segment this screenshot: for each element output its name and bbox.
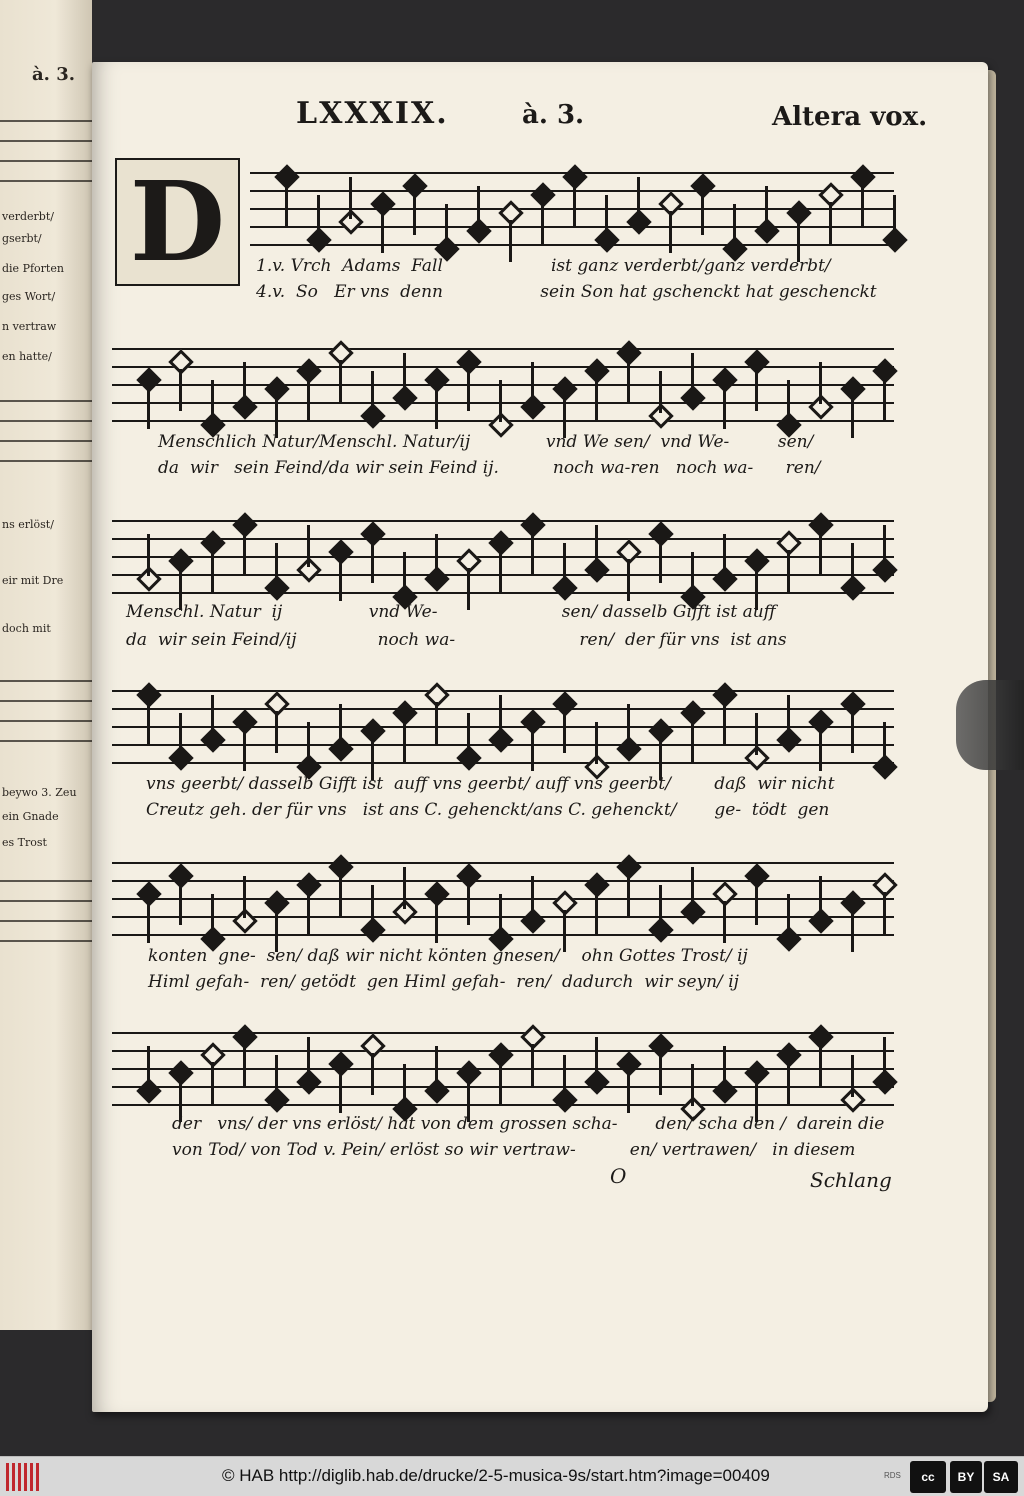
viewer-footer [0,1456,1024,1496]
note-stem [701,193,704,235]
note-stem [435,901,438,943]
left-facing-page [0,0,92,1330]
note-stem [211,1062,214,1104]
staff-line [112,384,894,386]
note-stem [317,195,320,237]
note-stem [371,371,374,413]
staff-line [112,574,894,576]
note-stem [563,543,566,585]
note-stem [243,362,246,404]
note-stem [723,534,726,576]
staff-line [112,708,894,710]
note-stem [467,883,470,925]
music-staff [112,1010,894,1106]
note-stem [723,1046,726,1088]
footer-code: RDS [884,1471,901,1480]
left-page-text: gserbt/ [2,232,42,245]
note-stem [819,362,822,404]
note-stem [851,543,854,585]
staff-line [112,690,894,692]
note-stem [339,874,342,916]
note-stem [893,195,896,237]
staff-line [112,1032,894,1034]
music-staff [250,150,894,246]
lyric-line: Menschlich Natur/Menschl. Natur/ij vnd We sen/ vnd We- sen/ [158,432,814,452]
left-page-text: ges Wort/ [2,290,56,303]
note-stem [691,867,694,909]
note-stem [883,1037,886,1079]
left-page-text: ns erlöst/ [2,518,54,531]
note-stem [403,552,406,594]
note-stem [691,720,694,762]
note-stem [499,550,502,592]
note-stem [883,722,886,764]
note-stem [147,387,150,429]
note-stem [595,1037,598,1079]
music-staff [112,840,894,936]
note-stem [371,885,374,927]
note-stem [435,1046,438,1088]
note-stem [339,360,342,402]
note-stem [531,532,534,574]
note-stem [531,1044,534,1086]
by-license-icon[interactable]: BY [950,1461,982,1493]
lyric-line: Himl gefah- ren/ getödt gen Himl gefah- ren/ dadurch wir seyn/ ij [148,972,739,992]
note-stem [787,894,790,936]
sa-license-icon[interactable]: SA [984,1461,1018,1493]
lyric-line: der vns/ der vns erlöst/ hat von dem grossen scha- den/ scha den / darein die [172,1114,885,1134]
note-stem [339,1071,342,1113]
note-stem [851,1055,854,1097]
note-stem [499,695,502,737]
staff-line [112,880,894,882]
note-stem [413,193,416,235]
note-stem [403,1064,406,1106]
hab-logo-icon [4,1463,44,1491]
catchword: Schlang [810,1168,892,1192]
note-stem [627,704,630,746]
note-stem [371,541,374,583]
note-stem [403,720,406,762]
note-stem [307,525,310,567]
note-stem [339,704,342,746]
note-stem [883,525,886,567]
note-stem [765,186,768,228]
note-stem [883,378,886,420]
note-stem [819,729,822,771]
note-stem [851,396,854,438]
left-page-text: à. 3. [32,64,75,85]
decorated-initial [115,158,240,286]
staff-line [112,762,894,764]
note-stem [755,713,758,755]
music-staff [112,326,894,422]
note-stem [307,378,310,420]
staff-line [112,726,894,728]
note-stem [477,186,480,228]
lyric-line: Menschl. Natur ij vnd We- sen/ dasselb Gifft ist auff [126,602,776,622]
note-stem [179,883,182,925]
music-staff [112,498,894,594]
note-stem [435,387,438,429]
note-stem [531,362,534,404]
note-stem [211,695,214,737]
voice-count: à. 3. [522,100,585,130]
note-stem [595,378,598,420]
left-page-text: beywo 3. Zeu [2,786,77,799]
lyric-line: 4.v. So Er vns denn sein Son hat gschenckt hat geschenckt [256,282,877,302]
note-stem [627,874,630,916]
lyric-line: von Tod/ von Tod v. Pein/ erlöst so wir vertraw- en/ vertrawen/ in diesem [172,1140,856,1160]
note-stem [883,892,886,934]
note-stem [445,204,448,246]
page-number: LXXXIX. [296,96,449,131]
note-stem [819,876,822,918]
left-page-text: es Trost [2,836,47,849]
lyric-line: konten gne- sen/ daß wir nicht könten gnesen/ ohn Gottes Trost/ ij [148,946,748,966]
note-stem [787,380,790,422]
note-stem [723,387,726,429]
note-stem [659,1053,662,1095]
note-stem [627,559,630,601]
left-page-text: eir mit Dre [2,574,64,587]
lyric-line: Creutz geh. der für vns ist ans C. gehenckt/ans C. gehenckt/ ge- tödt gen [146,800,830,820]
note-stem [563,711,566,753]
note-stem [691,552,694,594]
note-stem [787,1062,790,1104]
left-page-text: die Pforten [2,262,64,275]
note-stem [435,534,438,576]
note-stem [531,729,534,771]
note-stem [499,894,502,936]
note-stem [307,722,310,764]
note-stem [243,876,246,918]
left-page-text: en hatte/ [2,350,52,363]
note-stem [307,892,310,934]
cc-license-icon[interactable]: cc [910,1461,946,1493]
staff-line [112,366,894,368]
lyric-line: da wir sein Feind/ij noch wa- ren/ der für vns ist ans [126,630,787,650]
left-page-text: ein Gnade [2,810,59,823]
note-stem [285,184,288,226]
note-stem [595,722,598,764]
note-stem [851,910,854,952]
note-stem [659,885,662,927]
staff-line [112,556,894,558]
note-stem [787,550,790,592]
staff-line [112,1068,894,1070]
note-stem [723,901,726,943]
note-stem [787,695,790,737]
voice-label: Altera vox. [772,102,928,132]
note-stem [659,541,662,583]
note-stem [147,534,150,576]
music-staff [112,668,894,764]
note-stem [659,371,662,413]
note-stem [147,1046,150,1088]
staff-line [112,402,894,404]
note-stem [467,713,470,755]
lyric-line: vns geerbt/ dasselb Gifft ist auff vns geerbt/ auff vns geerbt/ daß wir nicht [146,774,835,794]
note-stem [755,369,758,411]
note-stem [243,1044,246,1086]
left-page-text: n vertraw [2,320,57,333]
note-stem [499,1062,502,1104]
note-stem [637,177,640,219]
note-stem [371,1053,374,1095]
note-stem [147,901,150,943]
note-stem [211,550,214,592]
signature-mark: O [610,1164,627,1188]
staff-line [112,348,894,350]
note-stem [819,532,822,574]
note-stem [541,202,544,244]
note-stem [339,559,342,601]
left-page-text: verderbt/ [2,210,54,223]
note-stem [179,369,182,411]
note-stem [499,380,502,422]
staff-line [112,520,894,522]
note-stem [349,177,352,219]
note-stem [147,702,150,744]
note-stem [595,892,598,934]
note-stem [275,711,278,753]
note-stem [861,184,864,226]
note-stem [573,184,576,226]
page-clip [956,680,1024,770]
note-stem [829,202,832,244]
staff-line [112,862,894,864]
note-stem [435,702,438,744]
note-stem [243,729,246,771]
note-stem [819,1044,822,1086]
note-stem [723,702,726,744]
note-stem [275,543,278,585]
note-stem [627,360,630,402]
note-stem [733,204,736,246]
note-stem [211,894,214,936]
note-stem [275,1055,278,1097]
staff-line [112,1104,894,1106]
note-stem [467,369,470,411]
left-page-text: doch mit [2,622,51,635]
staff-line [112,916,894,918]
note-stem [691,353,694,395]
note-stem [243,532,246,574]
note-stem [755,883,758,925]
page-header [0,96,1024,136]
staff-line [250,190,894,192]
note-stem [403,353,406,395]
note-stem [381,211,384,253]
note-stem [595,525,598,567]
note-stem [403,867,406,909]
note-stem [851,711,854,753]
note-stem [563,1055,566,1097]
note-stem [605,195,608,237]
note-stem [627,1071,630,1113]
note-stem [307,1037,310,1079]
note-stem [691,1064,694,1106]
staff-line [112,592,894,594]
staff-line [112,1086,894,1088]
copyright-link[interactable]: © HAB http://diglib.hab.de/drucke/2-5-musica-9s/start.htm?image=00409 [222,1466,770,1485]
note-stem [669,211,672,253]
note-stem [179,713,182,755]
initial-letter: D [129,157,226,286]
lyric-line: 1.v. Vrch Adams Fall ist ganz verderbt/ganz verderbt/ [256,256,831,276]
staff-line [112,898,894,900]
note-stem [211,380,214,422]
lyric-line: da wir sein Feind/da wir sein Feind ij. noch wa-ren noch wa- ren/ [158,458,821,478]
note-stem [531,876,534,918]
